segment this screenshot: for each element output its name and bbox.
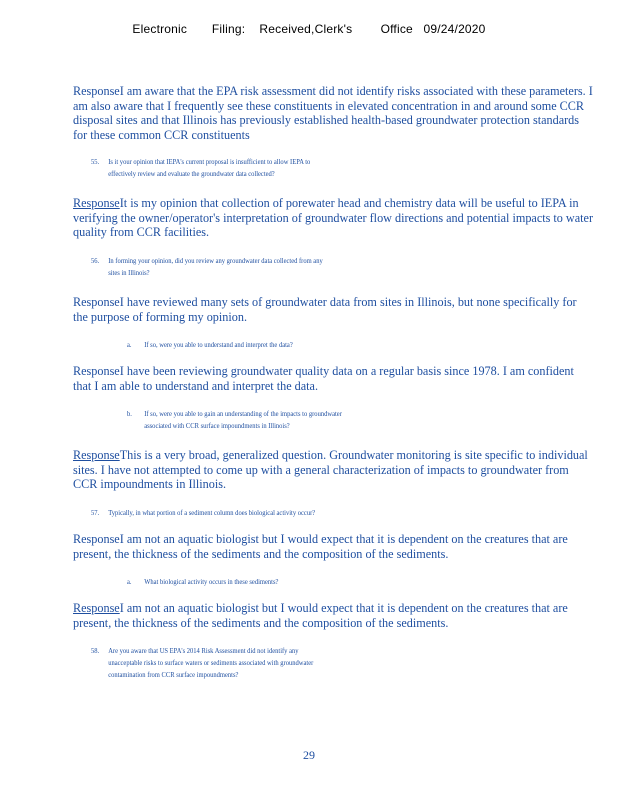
response-text: I am not an aquatic biologist but I would expect that it is dependent on the creatures that are present, the thickness of the sediments and the composition of the sediments.: [73, 601, 568, 630]
question-line: contamination from CCR surface impoundments?: [108, 670, 239, 679]
page-number: 29: [303, 748, 315, 762]
response-text: I am not an aquatic biologist but I would expect that it is dependent on the creatures that are present, the thickness of the sediments and the composition of the sediments.: [73, 532, 568, 561]
response-paragraph: [73, 196, 593, 240]
question-line: effectively review and evaluate the groundwater data collected?: [108, 169, 275, 178]
question-number: 56.: [91, 256, 100, 265]
question-item: [91, 507, 315, 519]
header-date: 09/24/2020: [423, 22, 486, 36]
response-label: Response: [73, 532, 120, 546]
response-text: This is a very broad, generalized question. Groundwater monitoring is site specific to individual sites. I have not attempted to come up with a general characterization of impacts to groundwater from CCR impoundments in Illinois.: [73, 448, 588, 491]
question-line: Are you aware that US EPA's 2014 Risk Assessment did not identify any: [108, 646, 299, 655]
question-number: 57.: [91, 508, 100, 517]
question-number: 58.: [91, 646, 100, 655]
response-label: Response: [73, 448, 120, 462]
response-label: Response: [73, 601, 120, 615]
response-paragraph: [73, 601, 593, 630]
question-line: What biological activity occurs in these sediments?: [144, 577, 279, 586]
question-number: 55.: [91, 157, 100, 166]
response-label: Response: [73, 295, 120, 309]
response-text: I have reviewed many sets of groundwater data from sites in Illinois, but none specifically for the purpose of forming my opinion.: [73, 295, 577, 324]
response-label: Response: [73, 84, 120, 98]
response-text: I have been reviewing groundwater quality data on a regular basis since 1978. I am confident that I am able to understand and interpret the data.: [73, 364, 574, 393]
question-number: b.: [127, 409, 132, 418]
header-office: Office: [380, 22, 413, 36]
question-line: Is it your opinion that IEPA's current proposal is insufficient to allow IEPA to: [108, 157, 311, 166]
question-item: [127, 339, 293, 351]
question-line: If so, were you able to understand and interpret the data?: [144, 340, 293, 349]
question-item: [91, 645, 313, 681]
question-number: a.: [127, 577, 132, 586]
header-received: Received,Clerk's: [259, 22, 353, 36]
response-text: It is my opinion that collection of porewater head and chemistry data will be useful to IEPA in verifying the owner/operator's interpretation of groundwater flow directions and potential impacts to water quality from CCR facilities.: [73, 196, 593, 239]
response-paragraph: [73, 364, 593, 393]
filing-header: [0, 22, 618, 36]
header-electronic: Electronic: [132, 22, 188, 36]
response-paragraph: [73, 295, 593, 324]
question-item: [91, 156, 310, 180]
response-label: Response: [73, 364, 120, 378]
question-item: [127, 408, 342, 432]
question-line: sites in Illinois?: [108, 268, 150, 277]
question-item: [127, 576, 278, 588]
response-paragraph: [73, 448, 593, 492]
response-paragraph: [73, 84, 593, 142]
header-filing: Filing:: [211, 22, 246, 36]
response-text: I am aware that the EPA risk assessment did not identify risks associated with these parameters. I am also aware that I frequently see these constituents in elevated concentration in and around some CCR disposal sites and that Illinois has previously established health-based groundwater protection standards for these common CCR constituents: [73, 84, 593, 142]
question-line: If so, were you able to gain an understanding of the impacts to groundwater: [144, 409, 342, 418]
question-line: In forming your opinion, did you review any groundwater data collected from any: [108, 256, 323, 265]
question-line: associated with CCR surface impoundments in Illinois?: [144, 421, 290, 430]
response-paragraph: [73, 532, 593, 561]
question-item: [91, 255, 323, 279]
question-line: Typically, in what portion of a sediment column does biological activity occur?: [108, 508, 316, 517]
response-label: Response: [73, 196, 120, 210]
question-line: unacceptable risks to surface waters or sediments associated with groundwater: [108, 658, 314, 667]
question-number: a.: [127, 340, 132, 349]
